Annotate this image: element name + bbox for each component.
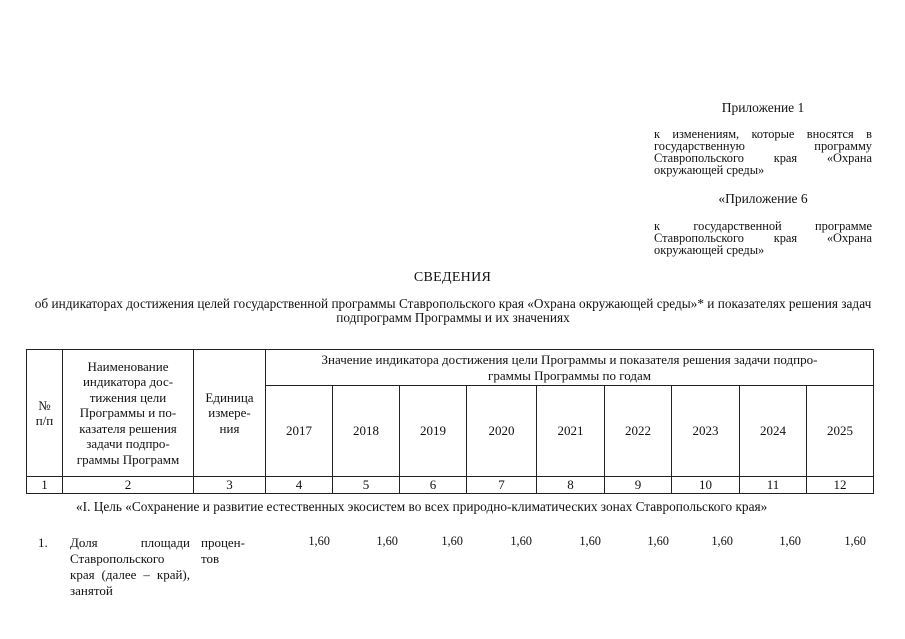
column-number: 7 [467, 477, 537, 494]
header-indicator-name: Наименование индикатора дос- тижения цели Программы и по- казателя решения задачи подпро- граммы Программ [63, 350, 194, 477]
row-value: 1,60 [579, 534, 601, 548]
appendix-text: к изменениям, которые вносятся в государственную программу Ставропольского края «Охрана окружающей среды» [654, 127, 872, 177]
column-number: 11 [740, 477, 807, 494]
column-number: 1 [27, 477, 63, 494]
row-value: 1,60 [711, 534, 733, 548]
row-number: 1. [38, 535, 48, 550]
column-number: 8 [537, 477, 605, 494]
header-year: 2020 [467, 386, 537, 477]
appendix-text-2: к государственной программе Ставропольского края «Охрана окружающей среды» [654, 219, 872, 257]
row-value: 1,60 [376, 534, 398, 548]
header-year: 2017 [266, 386, 333, 477]
row-value: 1,60 [510, 534, 532, 548]
document-subtitle: об индикаторах достижения целей государственной программы Ставропольского края «Охрана окружающей среды»* и показателях решения задач подпрограмм Программы и их значениях [34, 296, 872, 325]
document-title: СВЕДЕНИЯ [413, 270, 492, 285]
header-year: 2023 [672, 386, 740, 477]
header-year: 2022 [605, 386, 672, 477]
column-number: 3 [194, 477, 266, 494]
column-number: 12 [807, 477, 874, 494]
row-value: 1,60 [308, 534, 330, 548]
column-number: 6 [400, 477, 467, 494]
header-year: 2025 [807, 386, 874, 477]
header-unit: Единица измере- ния [194, 350, 266, 477]
header-year: 2021 [537, 386, 605, 477]
row-value: 1,60 [844, 534, 866, 548]
column-number: 2 [63, 477, 194, 494]
column-number: 9 [605, 477, 672, 494]
column-number: 10 [672, 477, 740, 494]
row-indicator-name: Доля площади Ставропольского края (далее – край), занятой [70, 535, 190, 598]
header-year: 2018 [333, 386, 400, 477]
header-number: № п/п [27, 350, 63, 477]
header-values-by-year: Значение индикатора достижения цели Программы и показателя решения задачи подпро- граммы Программы по годам [266, 350, 874, 386]
column-number: 5 [333, 477, 400, 494]
column-number: 4 [266, 477, 333, 494]
header-year: 2024 [740, 386, 807, 477]
appendix-title-2: «Приложение 6 [718, 191, 808, 206]
section-heading: «I. Цель «Сохранение и развитие естественных экосистем во всех природно-климатических зонах Ставропольского края» [76, 499, 768, 514]
indicators-table [26, 349, 874, 494]
row-unit: процен- тов [201, 535, 245, 566]
row-value: 1,60 [441, 534, 463, 548]
appendix-title: Приложение 1 [721, 100, 805, 115]
row-value: 1,60 [647, 534, 669, 548]
header-year: 2019 [400, 386, 467, 477]
row-value: 1,60 [779, 534, 801, 548]
